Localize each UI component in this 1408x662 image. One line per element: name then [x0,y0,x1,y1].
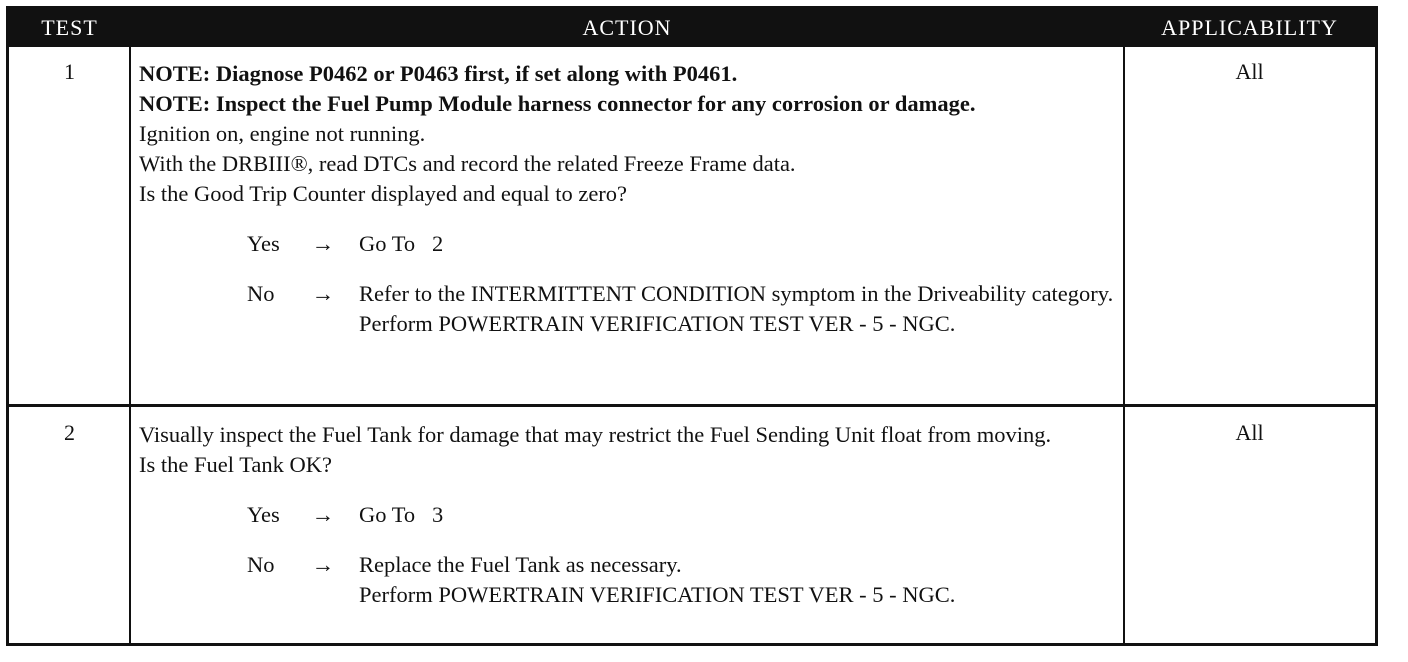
row1-action [139,59,1114,339]
row1-yes-branch [247,229,1114,259]
row1-line-3: Is the Good Trip Counter displayed and equal to zero? [139,181,628,206]
row2-yes-label: Yes [247,502,280,527]
row2-no-result: Replace the Fuel Tank as necessary. [359,552,682,577]
header-test: TEST [41,15,98,40]
arrow-right-icon: → [311,281,335,306]
row1-note-2: NOTE: Inspect the Fuel Pump Module harness connector for any corrosion or damage. [139,91,976,116]
row1-no-label: No [247,281,275,306]
row2-no-result-2: Perform POWERTRAIN VERIFICATION TEST VER - 5 - NGC. [359,582,956,607]
arrow-right-icon: → [311,231,335,256]
row2-applicability: All [1235,420,1264,445]
arrow-right-icon: → [311,502,335,527]
row2-yes-result: Go To 3 [359,502,444,527]
row2-line-1: Visually inspect the Fuel Tank for damage that may restrict the Fuel Sending Unit float from moving. [139,422,1052,447]
row1-no-result-2: Perform POWERTRAIN VERIFICATION TEST VER - 5 - NGC. [359,311,956,336]
row1-line-1: Ignition on, engine not running. [139,121,426,146]
row1-line-2: With the DRBIII®, read DTCs and record the related Freeze Frame data. [139,151,796,176]
row1-yes-label: Yes [247,231,280,256]
row1-no-result-block [359,279,1114,339]
row1-note-1: NOTE: Diagnose P0462 or P0463 first, if set along with P0461. [139,61,738,86]
row1-test-number: 1 [64,59,75,84]
column-divider-test [129,47,131,643]
header-applicability: APPLICABILITY [1161,15,1338,40]
diagnostic-test-table [6,6,1378,646]
column-divider-action [1123,47,1125,643]
row2-no-label: No [247,552,275,577]
row1-yes-result: Go To 2 [359,231,444,256]
arrow-right-icon: → [311,552,335,577]
header-action: ACTION [582,15,672,40]
row2-yes-branch [247,500,1114,530]
row1-applicability: All [1235,59,1264,84]
table-header [9,9,1375,47]
row2-action [139,420,1114,610]
row2-test-number: 2 [64,420,75,445]
row-divider [9,404,1375,407]
row2-no-branch [247,550,1114,610]
row2-line-2: Is the Fuel Tank OK? [139,452,332,477]
row1-no-branch [247,279,1114,339]
row2-no-result-block [359,550,1114,610]
row1-no-result: Refer to the INTERMITTENT CONDITION symptom in the Driveability category. [359,281,1114,306]
